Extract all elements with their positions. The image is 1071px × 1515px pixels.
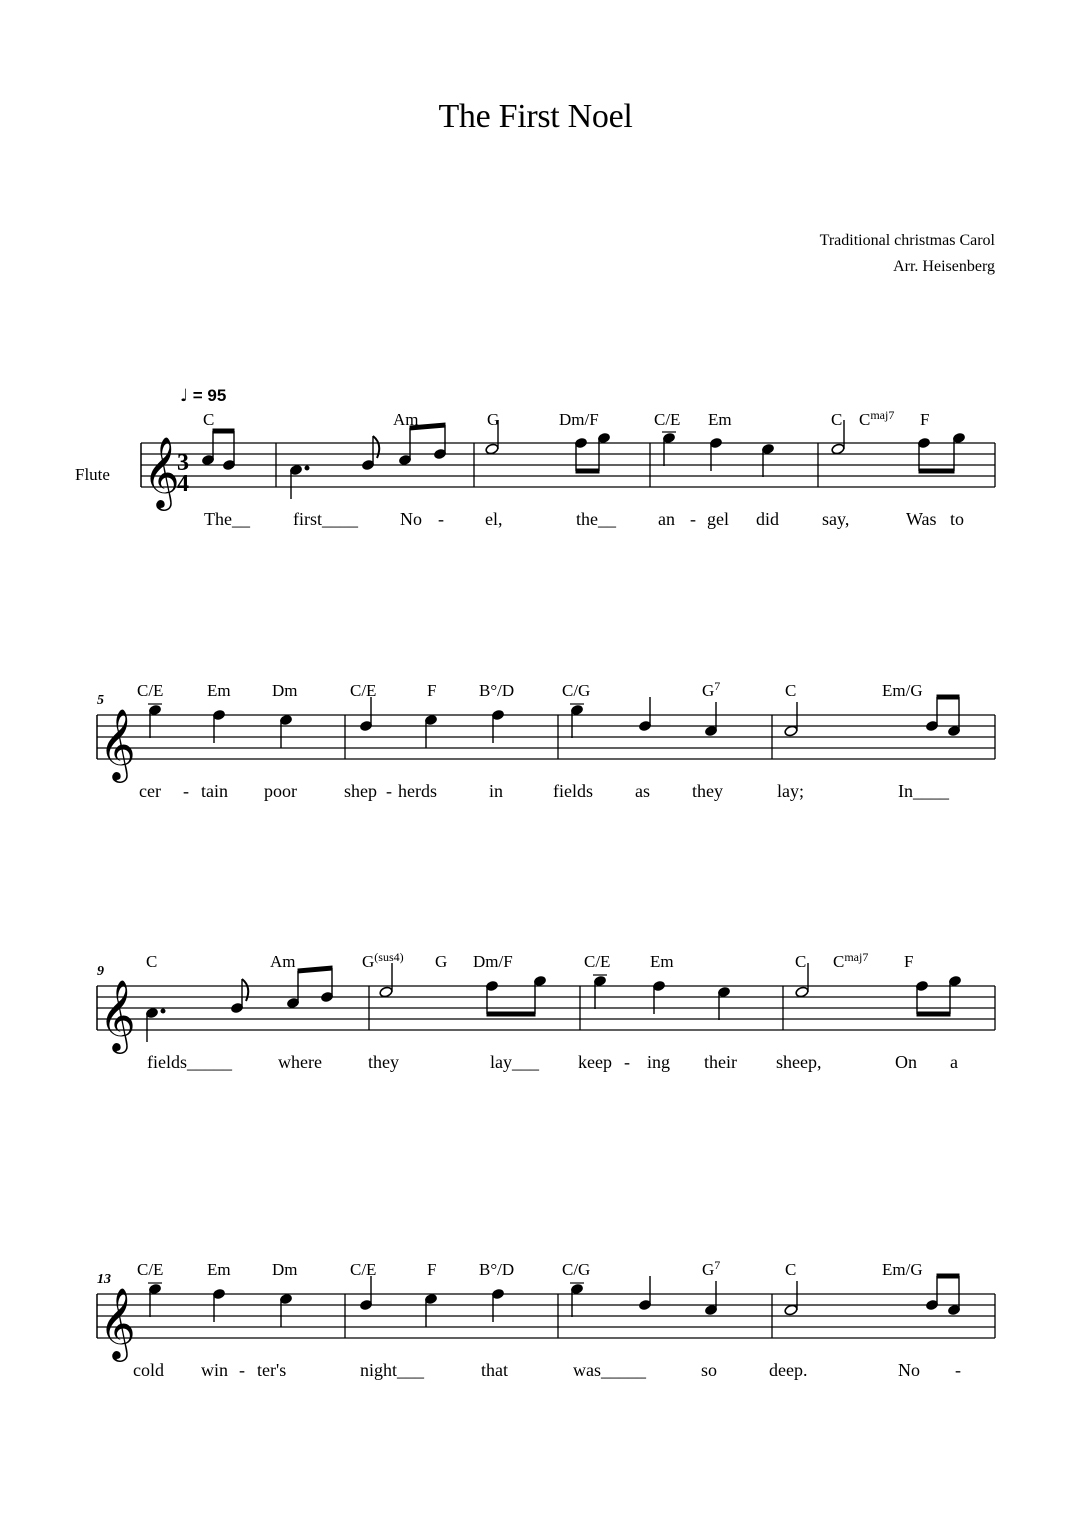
note — [831, 443, 845, 455]
lyric-syllable: - — [690, 509, 696, 529]
chord-symbol: Em — [650, 952, 674, 971]
lyric-syllable: was_____ — [573, 1360, 646, 1380]
chord-symbol: C — [785, 681, 797, 700]
lyric-syllable: night___ — [360, 1360, 425, 1380]
chord-symbol: C — [203, 410, 215, 429]
chord-symbol: C/E — [350, 1260, 377, 1279]
treble-clef-icon: 𝄞 — [143, 435, 180, 508]
lyric-syllable: to — [950, 509, 965, 529]
system-4 — [97, 1258, 995, 1380]
time-signature-top: 3 — [177, 450, 189, 476]
lyric-syllable: In____ — [898, 781, 949, 801]
lyric-syllable: they — [692, 781, 723, 801]
lyric-syllable: fields — [553, 781, 593, 801]
lyric-syllable: - — [955, 1360, 961, 1380]
note — [795, 986, 809, 998]
chord-symbol: G — [487, 410, 500, 429]
lyric-syllable: - — [624, 1052, 630, 1072]
chord-symbol: C/G — [562, 681, 591, 700]
lyrics — [147, 1052, 958, 1072]
lyric-syllable: cold — [133, 1360, 164, 1380]
composer-line: Traditional christmas Carol — [819, 232, 995, 249]
lyric-syllable: cer — [139, 781, 161, 801]
lyric-syllable: - — [386, 781, 392, 801]
lyric-syllable: sheep, — [776, 1052, 822, 1072]
tempo-value: = 95 — [192, 386, 227, 405]
chord-symbol: Em — [207, 681, 231, 700]
measure-number: 13 — [97, 1272, 111, 1287]
chord-symbol: F — [904, 952, 914, 971]
lyric-syllable: deep. — [769, 1360, 808, 1380]
lyric-syllable: The__ — [204, 509, 250, 529]
lyric-syllable: that — [481, 1360, 508, 1380]
chord-symbol: C — [795, 952, 807, 971]
lyric-syllable: On — [895, 1052, 917, 1072]
time-signature — [177, 450, 189, 497]
notes — [148, 695, 961, 748]
chord-symbol: $G^7$ — [702, 679, 721, 700]
lyric-syllable: tain — [201, 781, 228, 801]
time-signature-bottom: 4 — [177, 471, 189, 497]
lyric-syllable: their — [704, 1052, 737, 1072]
chord-symbol: C/E — [654, 410, 681, 429]
lyric-syllable: ing — [647, 1052, 671, 1072]
lyric-syllable: - — [183, 781, 189, 801]
chord-symbol: Em/G — [882, 681, 923, 700]
lyrics — [204, 509, 964, 529]
chord-symbol: C/G — [562, 1260, 591, 1279]
chord-symbol: C/E — [137, 681, 164, 700]
lyric-syllable: a — [950, 1052, 958, 1072]
arranger-line: Arr. Heisenberg — [893, 258, 995, 275]
chord-symbol: B°/D — [479, 1260, 515, 1279]
lyric-syllable: lay; — [777, 781, 804, 801]
lyric-syllable: shep — [344, 781, 377, 801]
chord-symbol: Em/G — [882, 1260, 923, 1279]
chord-symbol: Dm — [272, 1260, 298, 1279]
chord-symbol: C — [146, 952, 158, 971]
chord-symbols — [137, 679, 923, 700]
notes — [148, 1274, 961, 1327]
lyric-syllable: the__ — [576, 509, 616, 529]
lyric-syllable: - — [438, 509, 444, 529]
chord-symbol: $G^{(sus4)}$ — [362, 950, 404, 971]
lyric-syllable: lay___ — [490, 1052, 539, 1072]
lyric-syllable: did — [756, 509, 780, 529]
lyric-syllable: gel — [707, 509, 729, 529]
lyric-syllable: where — [278, 1052, 322, 1072]
chord-symbol: F — [427, 1260, 437, 1279]
lyric-syllable: first____ — [293, 509, 358, 529]
instrument-name: Flute — [75, 465, 110, 484]
quarter-note-icon: ♩ — [180, 386, 189, 406]
chord-symbols — [203, 408, 929, 429]
lyric-syllable: fields_____ — [147, 1052, 232, 1072]
chord-symbol: C/E — [350, 681, 377, 700]
lyric-syllable: No — [400, 509, 422, 529]
chord-symbol: $C^{maj7}$ — [833, 950, 869, 971]
lyric-syllable: in — [489, 781, 504, 801]
chord-symbol: Em — [708, 410, 732, 429]
chord-symbols — [146, 950, 913, 971]
lyric-syllable: an — [658, 509, 675, 529]
chord-symbol: Em — [207, 1260, 231, 1279]
system-1 — [141, 408, 995, 529]
note — [784, 1304, 798, 1316]
note — [485, 443, 499, 455]
chord-symbol: C — [831, 410, 843, 429]
lyric-syllable: as — [635, 781, 650, 801]
lyrics — [133, 1360, 961, 1380]
lyric-syllable: - — [239, 1360, 245, 1380]
staff-lines — [97, 1294, 995, 1338]
chord-symbol: Dm — [272, 681, 298, 700]
lyrics — [139, 781, 950, 801]
measure-number: 9 — [97, 964, 104, 979]
chord-symbol: $C^{maj7}$ — [859, 408, 895, 429]
lyric-syllable: poor — [264, 781, 297, 801]
lyric-syllable: keep — [578, 1052, 612, 1072]
treble-clef-icon: 𝄞 — [99, 978, 136, 1051]
treble-clef-icon: 𝄞 — [99, 707, 136, 780]
lyric-syllable: say, — [822, 509, 850, 529]
note — [784, 725, 798, 737]
chord-symbol: F — [427, 681, 437, 700]
chord-symbol: B°/D — [479, 681, 515, 700]
chord-symbol: C/E — [584, 952, 611, 971]
chord-symbol: C — [785, 1260, 797, 1279]
staff-lines — [141, 443, 995, 487]
lyric-syllable: so — [701, 1360, 718, 1380]
chord-symbol: $G^7$ — [702, 1258, 721, 1279]
chord-symbol: C/E — [137, 1260, 164, 1279]
system-2 — [97, 679, 995, 801]
system-3 — [97, 950, 995, 1072]
measure-number: 5 — [97, 693, 104, 708]
lyric-syllable: el, — [485, 509, 503, 529]
staff-lines — [97, 715, 995, 759]
treble-clef-icon: 𝄞 — [99, 1286, 136, 1359]
lyric-syllable: ter's — [257, 1360, 287, 1380]
note — [379, 986, 393, 998]
chord-symbol: Dm/F — [559, 410, 599, 429]
chord-symbol: G — [435, 952, 448, 971]
lyric-syllable: herds — [398, 781, 437, 801]
chord-symbol: F — [920, 410, 930, 429]
lyric-syllable: win — [201, 1360, 228, 1380]
lyric-syllable: No — [898, 1360, 920, 1380]
lyric-syllable: they — [368, 1052, 399, 1072]
lyric-syllable: Was — [906, 509, 937, 529]
chord-symbol: Am — [270, 952, 296, 971]
chord-symbol: Dm/F — [473, 952, 513, 971]
score-title: The First Noel — [438, 98, 633, 135]
chord-symbols — [137, 1258, 923, 1279]
chord-symbol: Am — [393, 410, 419, 429]
